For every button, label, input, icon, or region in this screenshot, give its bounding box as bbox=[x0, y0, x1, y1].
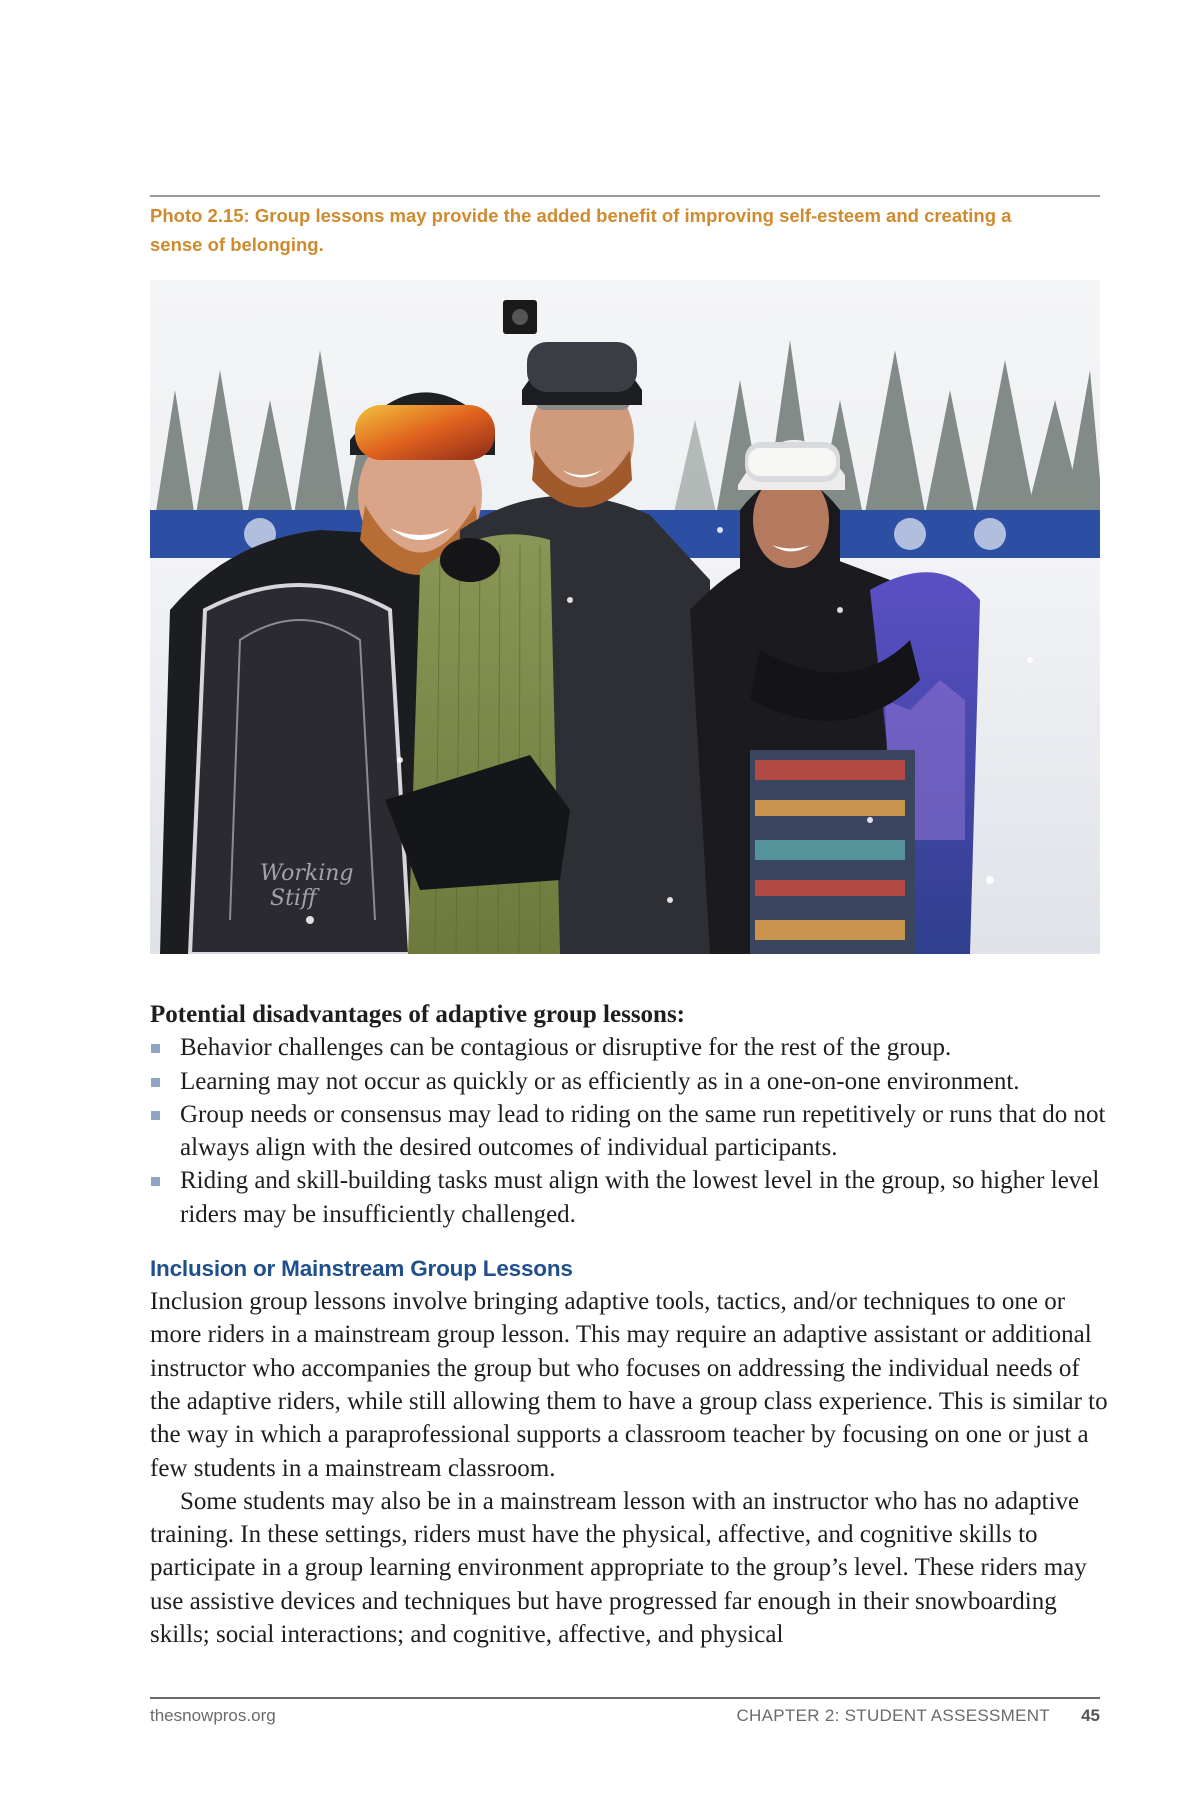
list-item bbox=[150, 1065, 1110, 1098]
page-footer bbox=[150, 1706, 1100, 1734]
list-item bbox=[150, 1031, 1110, 1064]
bullet-square-icon bbox=[151, 1177, 160, 1186]
group-photo bbox=[150, 280, 1100, 954]
list-item-text: Riding and skill-building tasks must align with the lowest level in the group, so higher level riders may be insufficiently challenged. bbox=[180, 1167, 1100, 1228]
section-heading: Inclusion or Mainstream Group Lessons bbox=[150, 1256, 573, 1282]
footer-site: thesnowpros.org bbox=[150, 1706, 276, 1725]
page-number: 45 bbox=[1081, 1706, 1100, 1725]
photo-caption: Photo 2.15: Group lessons may provide the added benefit of improving self-esteem and creating a sense of belonging. bbox=[150, 205, 1012, 255]
bullet-square-icon bbox=[151, 1044, 160, 1053]
bullet-square-icon bbox=[151, 1078, 160, 1087]
paragraph: Some students may also be in a mainstream lesson with an instructor who has no adaptive training. In these settings, riders must have the physical, affective, and cognitive skills to participate in a group learning environment appropriate to the group’s level. These riders may use assistive devices and techniques but have progressed far enough in their snowboarding skills; social interactions; and cognitive, affective, and physical bbox=[150, 1487, 1087, 1649]
bullet-square-icon bbox=[151, 1111, 160, 1120]
disadvantages-title: Potential disadvantages of adaptive group lessons: bbox=[150, 1001, 686, 1028]
caption-top-rule bbox=[150, 195, 1100, 197]
list-item bbox=[150, 1164, 1110, 1231]
footer-chapter: CHAPTER 2: STUDENT ASSESSMENT bbox=[736, 1706, 1050, 1725]
paragraph: Inclusion group lessons involve bringing adaptive tools, tactics, and/or techniques to one or more riders in a mainstream group lesson. This may require an adaptive assistant or additional instructor who accompanies the group but who focuses on addressing the individual needs of the adaptive riders, while still allowing them to have a group class experience. This is similar to the way in which a paraprofessional supports a classroom teacher by focusing on one or just a few students in a mainstream classroom. bbox=[150, 1288, 1108, 1482]
list-item-text: Group needs or consensus may lead to riding on the same run repetitively or runs that do not always align with the desired outcomes of individual participants. bbox=[180, 1100, 1106, 1162]
svg-text:Working: Working bbox=[260, 861, 354, 886]
footer-rule bbox=[150, 1697, 1100, 1699]
list-item bbox=[150, 1098, 1110, 1165]
list-item-text: Behavior challenges can be contagious or disruptive for the rest of the group. bbox=[180, 1034, 952, 1062]
disadvantages-list bbox=[150, 1031, 1110, 1231]
body-text bbox=[150, 998, 1110, 1651]
svg-text:Stiff: Stiff bbox=[270, 886, 317, 911]
list-item-text: Learning may not occur as quickly or as efficiently as in a one-on-one environment. bbox=[180, 1067, 1020, 1095]
